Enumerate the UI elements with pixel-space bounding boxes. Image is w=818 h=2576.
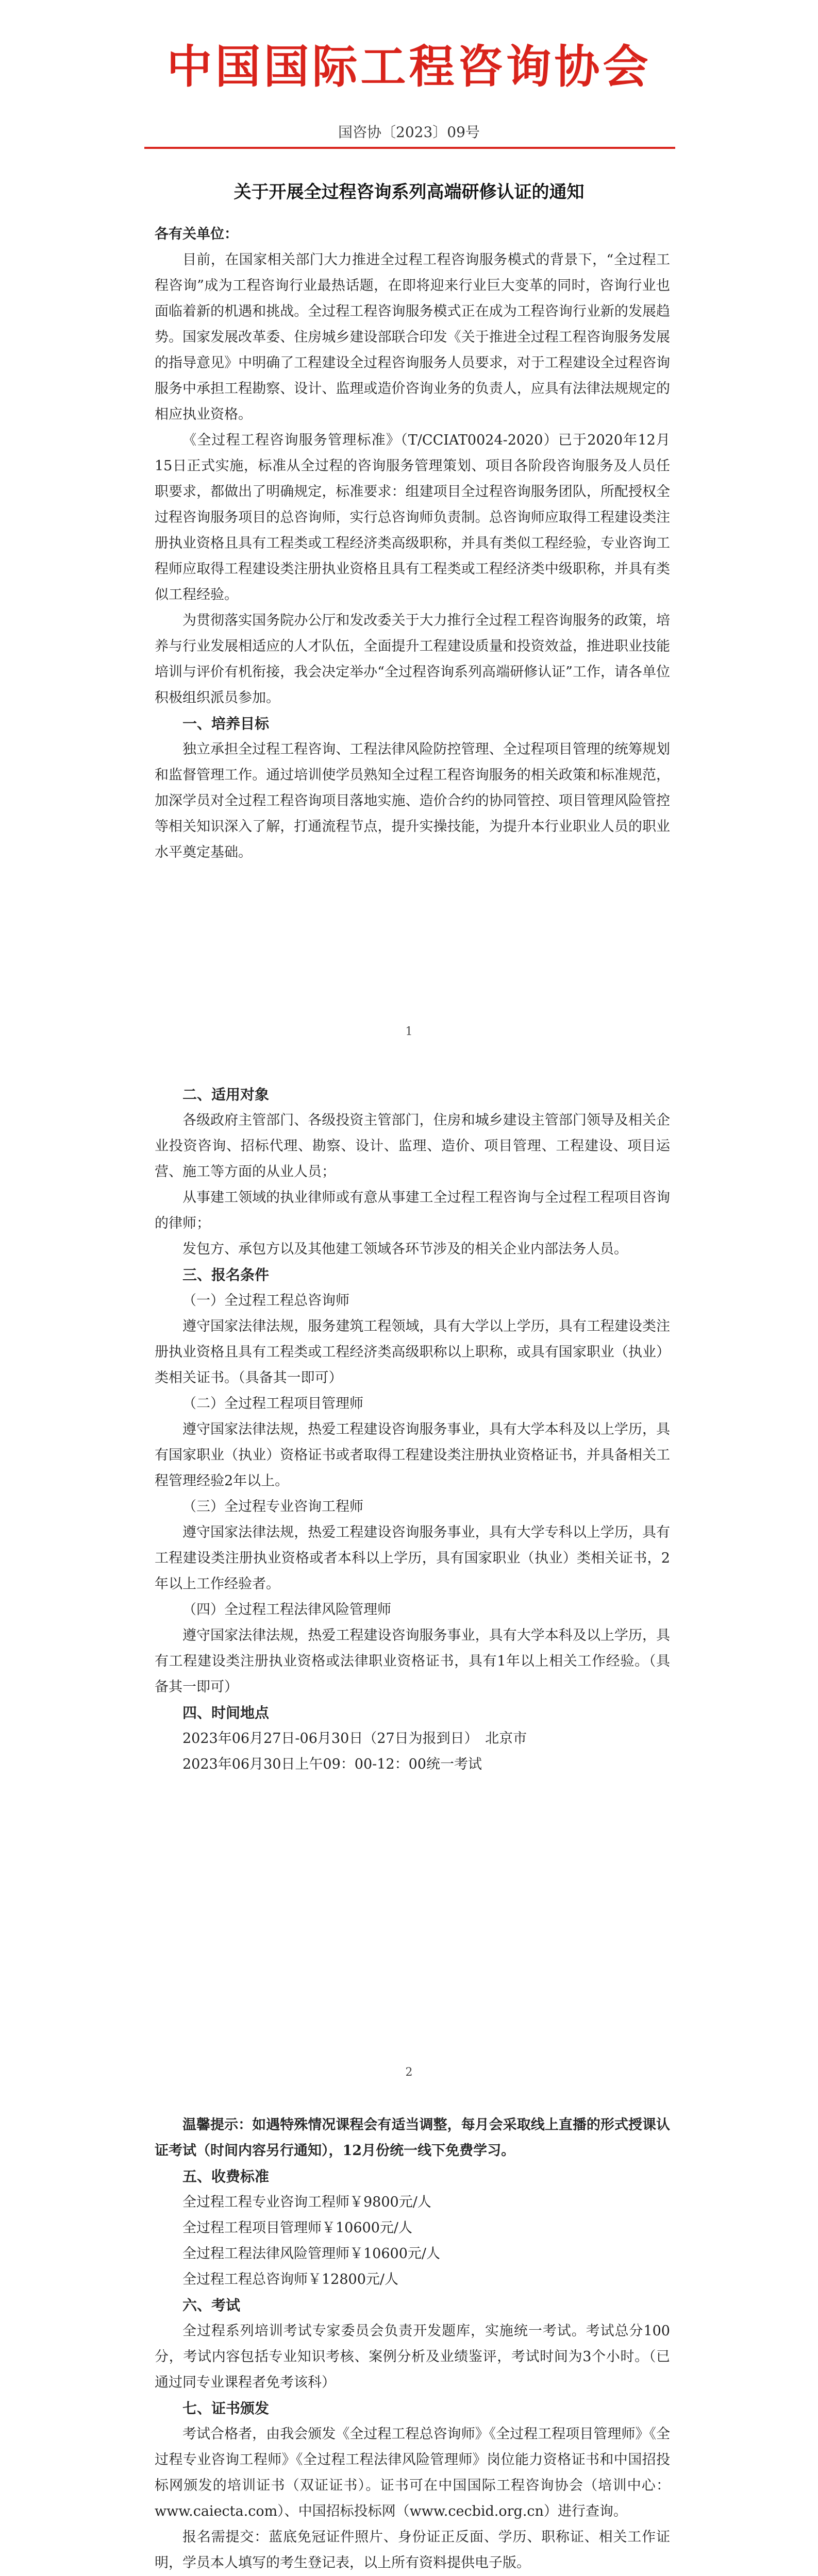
intro-paragraph-2: 《全过程工程咨询服务管理标准》（T/CCIAT0024-2020）已于2020年12月15日正式实施，标准从全过程的咨询服务管理策划、项目各阶段咨询服务及人员任职要求，都做出了明确规定，标准要求：组建项目全过程咨询服务团队，所配授权全过程咨询服务项目的总咨询师，实行总咨询师负责制。总咨询师应取得工程建设类注册执业资格且具有工程类或工程经济类高级职称，并具有类似工程经验，专业咨询工程师应取得工程建设类注册执业资格且具有工程类或工程经济类中级职称，并具有类似工程经验。 — [155, 432, 670, 603]
intro-paragraph-1: 目前，在国家相关部门大力推进全过程工程咨询服务模式的背景下，“全过程工程咨询”成为工程咨询行业最热话题，在即将迎来行业巨大变革的同时，咨询行业也面临着新的机遇和挑战。全过程工程咨询服务模式正在成为工程咨询行业新的发展趋势。国家发展改革委、住房城乡建设部联合印发《关于推进全过程工程咨询服务发展的指导意见》中明确了工程建设全过程咨询服务人员要求，对于工程建设全过程咨询服务中承担工程勘察、设计、监理或造价咨询业务的负责人，应具有法律法规规定的相应执业资格。 — [155, 252, 670, 422]
condition-1-body: 遵守国家法律法规，服务建筑工程领域，具有大学以上学历，具有工程建设类注册执业资格且具有工程类或工程经济类高级职称以上职称，或具有国家职业（执业）类相关证书。（具备其一即可） — [155, 1318, 670, 1386]
page-2-body — [155, 1082, 670, 1777]
fee-line-2: 全过程工程项目管理师￥10600元/人 — [182, 2220, 412, 2236]
page-2 — [0, 1051, 818, 2092]
salutation: 各有关单位： — [155, 226, 238, 242]
condition-2-title: （二）全过程工程项目管理师 — [182, 1396, 363, 1412]
section-2-body-2: 从事建工领域的执业律师或有意从事建工全过程工程咨询与全过程工程项目咨询的律师； — [155, 1190, 670, 1231]
fee-line-3: 全过程工程法律风险管理师￥10600元/人 — [182, 2246, 440, 2262]
section-6-title: 六、考试 — [182, 2297, 241, 2314]
red-divider — [144, 147, 675, 149]
section-2-body-3: 发包方、承包方以及其他建工领域各环节涉及的相关企业内部法务人员。 — [182, 1241, 628, 1257]
intro-paragraph-3: 为贯彻落实国务院办公厅和发改委关于大力推行全过程工程咨询服务的政策，培养与行业发展相适应的人才队伍，全面提升工程建设质量和投资效益，推进职业技能培训与评价有机衔接，我会决定举办“全过程咨询系列高端研修认证”工作，请各单位积极组织派员参加。 — [155, 613, 670, 706]
page-3 — [0, 2092, 818, 2576]
section-1-title: 一、培养目标 — [182, 715, 270, 732]
warm-notice-label: 温馨提示： — [182, 2117, 253, 2133]
section-2-title: 二、适用对象 — [182, 1086, 270, 1103]
page-number: 1 — [405, 1025, 413, 1038]
condition-2-body: 遵守国家法律法规，热爱工程建设咨询服务事业，具有大学本科及以上学历，具有国家职业（执业）资格证书或者取得工程建设类注册执业资格证书，并具备相关工程管理经验2年以上。 — [155, 1421, 670, 1489]
page-number: 2 — [405, 2066, 413, 2079]
warm-notice — [155, 2112, 670, 2164]
page-3-body — [155, 2112, 670, 2576]
condition-1-title: （一）全过程工程总咨询师 — [182, 1293, 349, 1309]
condition-4-body: 遵守国家法律法规，热爱工程建设咨询服务事业，具有大学本科及以上学历，具有工程建设类注册执业资格或法律职业资格证书，具有1年以上相关工作经验。（具备其一即可） — [155, 1628, 670, 1695]
section-2-body-1: 各级政府主管部门、各级投资主管部门，住房和城乡建设主管部门领导及相关企业投资咨询、招标代理、勘察、设计、监理、造价、项目管理、工程建设、项目运营、施工等方面的从业人员； — [155, 1112, 670, 1180]
section-7-title: 七、证书颁发 — [182, 2400, 270, 2417]
page-1-body — [155, 222, 670, 866]
condition-3-body: 遵守国家法律法规，热爱工程建设咨询服务事业，具有大学专科以上学历，具有工程建设类注册执业资格或者本科以上学历，具有国家职业（执业）类相关证书，2年以上工作经验者。 — [155, 1524, 670, 1592]
section-5-title: 五、收费标准 — [182, 2168, 270, 2185]
section-6-body: 全过程系列培训考试专家委员会负责开发题库，实施统一考试。考试总分100分，考试内容包括专业知识考核、案例分析及业绩鉴评，考试时间为3个小时。（已通过同专业课程者免考该科） — [155, 2323, 670, 2391]
fee-line-4: 全过程工程总咨询师￥12800元/人 — [182, 2272, 398, 2287]
time-line-1: 2023年06月27日-06月30日（27日为报到日） 北京市 — [182, 1731, 527, 1747]
warm-notice-text: 如遇特殊情况课程会有适当调整，每月会采取线上直播的形式授课认证考试（时间内容另行通知），12月份统一线下免费学习。 — [155, 2117, 671, 2159]
section-4-title: 四、时间地点 — [182, 1704, 270, 1721]
page-1 — [0, 0, 818, 1051]
time-line-2: 2023年06月30日上午09：00-12：00统一考试 — [182, 1756, 482, 1772]
fee-line-1: 全过程工程专业咨询工程师￥9800元/人 — [182, 2194, 431, 2210]
section-1-body: 独立承担全过程工程咨询、工程法律风险防控管理、全过程项目管理的统筹规划和监督管理工作。通过培训使学员熟知全过程工程咨询服务的相关政策和标准规范，加深学员对全过程工程咨询项目落地实施、造价合约的协同管控、项目管理风险管控等相关知识深入了解，打通流程节点，提升实操技能，为提升本行业职业人员的职业水平奠定基础。 — [155, 741, 670, 860]
document-number: 国咨协〔2023〕09号 — [338, 124, 480, 141]
notice-title: 关于开展全过程咨询系列高端研修认证的通知 — [233, 182, 585, 202]
org-header-title: 中国国际工程咨询协会 — [166, 40, 652, 93]
condition-3-title: （三）全过程专业咨询工程师 — [182, 1499, 363, 1515]
condition-4-title: （四）全过程工程法律风险管理师 — [182, 1602, 391, 1618]
section-3-title: 三、报名条件 — [182, 1266, 270, 1283]
section-7-body-1: 考试合格者，由我会颁发《全过程工程总咨询师》《全过程工程项目管理师》《全过程专业咨询工程师》《全过程工程法律风险管理师》岗位能力资格证书和中国招投标网颁发的培训证书（双证证书）。证书可在中国国际工程咨询协会（培训中心：www.caiecta.com）、中国招标投标网（www.cecbid.org.cn）进行查询。 — [155, 2426, 670, 2519]
section-7-body-2: 报名需提交：蓝底免冠证件照片、身份证正反面、学历、职称证、相关工作证明，学员本人填写的考生登记表，以上所有资料提供电子版。 — [155, 2529, 670, 2571]
